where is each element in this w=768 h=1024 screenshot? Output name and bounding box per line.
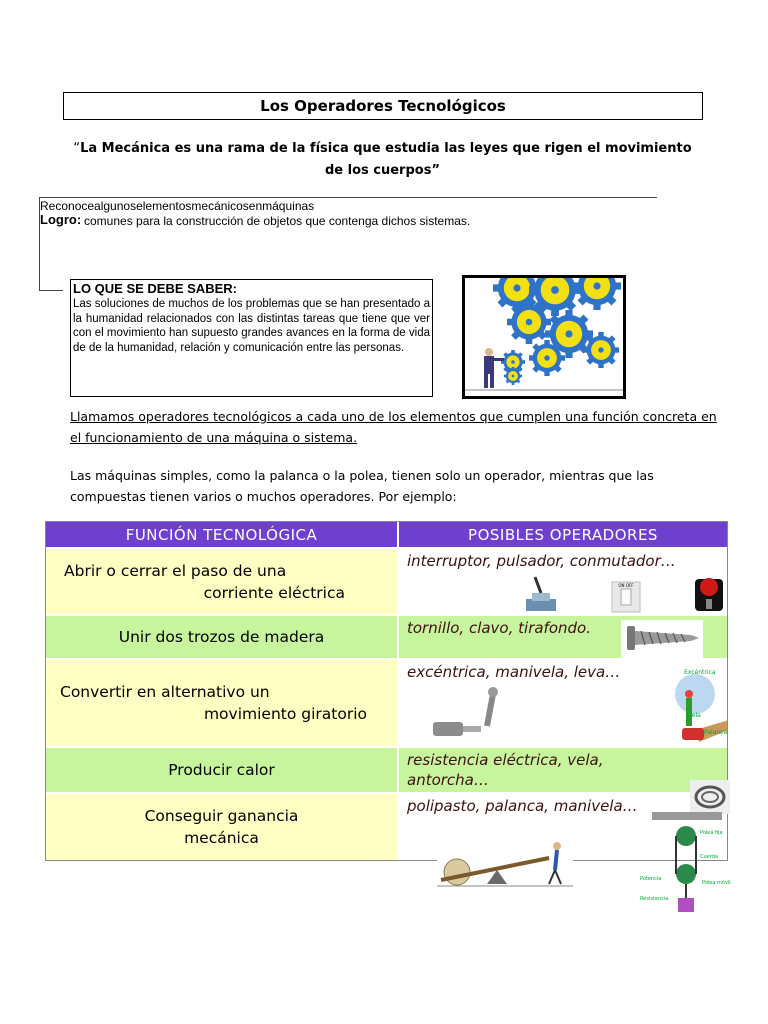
- operators-text: tornillo, clavo, tirafondo.: [407, 619, 591, 637]
- biela-label: Biela: [686, 712, 701, 719]
- bracket-tick: [39, 290, 63, 291]
- logro-line-2: comunes para la construcción de objetos que contenga dichos sistemas.: [84, 214, 471, 228]
- gears-illustration: [462, 275, 626, 399]
- table-row-function: [46, 660, 397, 746]
- operators-text: interruptor, pulsador, conmutador…: [407, 552, 676, 570]
- page-title: Los Operadores Tecnológicos: [63, 92, 703, 120]
- table-row-function: [46, 549, 397, 614]
- table-row-operators: [399, 748, 727, 792]
- table-row-operators: [399, 616, 727, 658]
- table-row-function: [46, 748, 397, 792]
- operators-table: [45, 521, 728, 861]
- table-row-operators: [399, 549, 727, 614]
- excentrica-label: Excéntrica: [684, 669, 716, 676]
- toggle-switch-icon: [526, 577, 556, 611]
- polea-fija-label: Polea fija: [700, 830, 723, 836]
- logro-label: Logro:: [40, 212, 82, 227]
- function-line-1: Abrir o cerrar el paso de una: [64, 561, 287, 580]
- function-line-1: Convertir en alternativo un: [60, 683, 270, 701]
- switch-label: ON OFF: [618, 583, 634, 588]
- function-line-1: Unir dos trozos de madera: [118, 628, 325, 646]
- saber-box: [70, 279, 433, 397]
- potencia-label: Potencia: [640, 876, 662, 882]
- saber-title: LO QUE SE DEBE SABER:: [73, 281, 237, 296]
- definition-paragraph: Llamamos operadores tecnológicos a cada uno de los elementos que cumplen una función concreta en el funcionamiento de una máquina o sistema.: [70, 409, 717, 445]
- operators-text: resistencia eléctrica, vela, antorcha…: [407, 751, 604, 789]
- header-operators: POSIBLES OPERADORES: [399, 522, 727, 547]
- operators-text: excéntrica, manivela, leva…: [407, 663, 621, 681]
- switch-icons: [399, 549, 727, 614]
- push-button-icon: [695, 578, 723, 611]
- example-paragraph: Las máquinas simples, como la palanca o la polea, tienen solo un operador, mientras que las compuestas tienen varios o muchos operadores. Por ejemplo:: [70, 468, 654, 504]
- lever-icon: [437, 836, 573, 888]
- table-row-operators: [399, 660, 727, 746]
- crank-cam-icons: [399, 660, 727, 746]
- crank-icon: [433, 687, 498, 736]
- table-row-function: [46, 616, 397, 658]
- header-function: FUNCIÓN TECNOLÓGICA: [46, 522, 397, 547]
- operators-text: polipasto, palanca, manivela…: [407, 797, 638, 815]
- logro-line-1: Reconocealgunoselementosmecánicosenmáquinas: [40, 199, 315, 213]
- palanca-label: Palanca: [704, 729, 727, 736]
- table-row-function: [46, 794, 397, 860]
- logro-rule: [40, 197, 657, 198]
- polea-movil-label: Polea móvil: [702, 880, 731, 886]
- eccentric-icon: [675, 669, 727, 742]
- pulley-icon: [640, 812, 732, 914]
- function-line-2: mecánica: [184, 829, 259, 847]
- gears-icon: [465, 278, 623, 396]
- wall-switch-icon: [612, 582, 640, 612]
- function-line-2: corriente eléctrica: [203, 583, 345, 602]
- saber-text: Las soluciones de muchos de los problemas que se han presentado a la humanidad relacionados con las distintas tareas que tiene que ver con el movimiento han supuesto grandes avances en la forma de vida de de la humanidad, relación y comunicación entre las personas.: [73, 298, 430, 354]
- heating-coil-icon: [690, 780, 730, 814]
- resistencia-label: Resistencia: [640, 896, 669, 902]
- quote-text: La Mecánica es una rama de la física que estudia las leyes que rigen el movimiento de los cuerpos”: [80, 141, 692, 178]
- cuerda-label: Cuerda: [700, 854, 718, 860]
- quote-open-mark: “: [73, 141, 81, 156]
- quote: [70, 138, 695, 182]
- function-line-1: Producir calor: [168, 761, 275, 779]
- screw-icon: [399, 616, 727, 658]
- function-line-1: Conseguir ganancia: [144, 807, 299, 825]
- function-line-2: movimiento giratorio: [203, 705, 367, 723]
